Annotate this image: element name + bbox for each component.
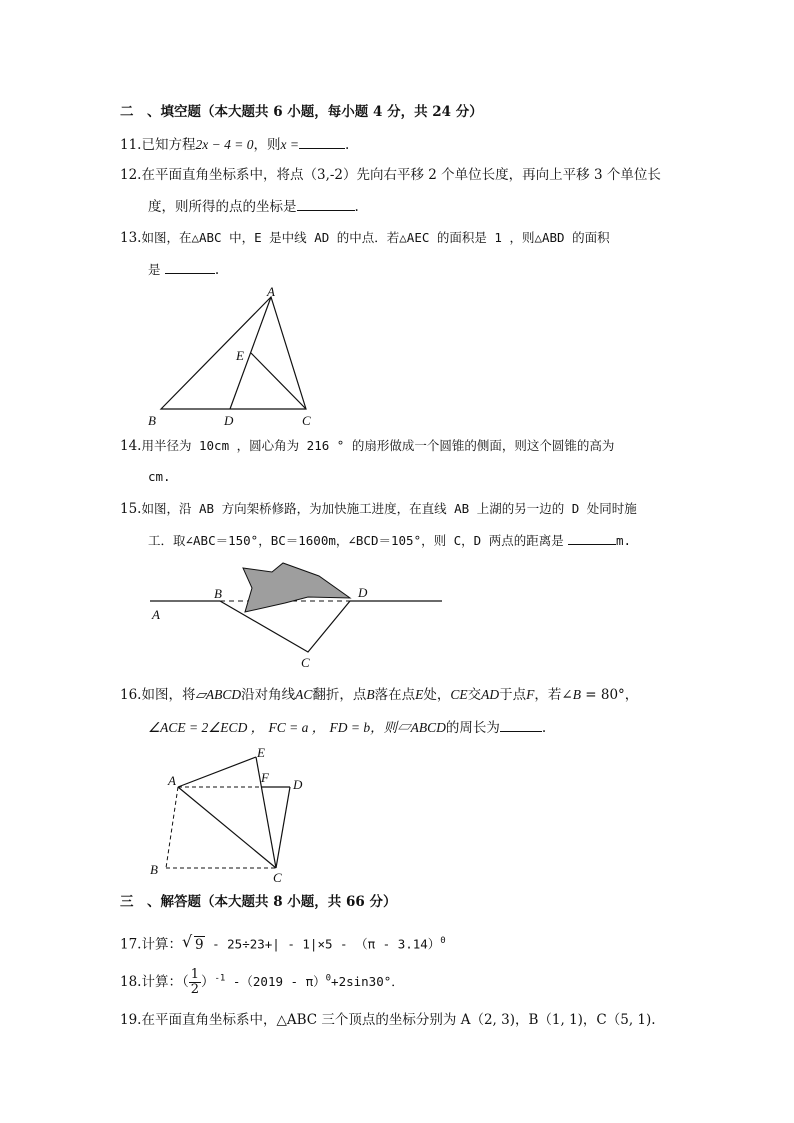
question-12-line-1 xyxy=(120,166,661,184)
triangle-abc xyxy=(161,297,306,409)
q16-var: CE xyxy=(450,687,468,702)
q11-text-mid: ，则 xyxy=(253,137,281,153)
label-a: A xyxy=(152,607,160,622)
q16-text-2: FD = b，则 xyxy=(329,720,398,735)
label-e: E xyxy=(236,348,244,363)
edge-dc xyxy=(276,787,290,868)
variable: x = xyxy=(280,137,299,152)
q18-expression: -（2019 - π） xyxy=(225,974,326,989)
q12-end: . xyxy=(354,199,359,215)
radical-sign-icon: √ xyxy=(181,931,193,951)
equation: 2x − 4 = 0 xyxy=(195,137,254,152)
answer-blank[interactable] xyxy=(500,718,542,732)
parallelogram-symbol: ▱ABCD xyxy=(397,720,446,735)
answer-blank[interactable] xyxy=(165,260,215,274)
label-c: C xyxy=(273,870,282,882)
label-f: F xyxy=(261,770,269,785)
q11-end: . xyxy=(344,137,350,153)
q15-unit: m. xyxy=(616,533,632,548)
q18-expression-2: +2sin30°． xyxy=(331,974,404,989)
q16-text: = 80°， xyxy=(580,687,639,703)
q16-text-2: ∠ACE = 2∠ECD ， xyxy=(148,720,265,735)
q16-text: 如图，将 xyxy=(141,687,196,703)
denominator: 2 xyxy=(190,982,200,997)
edge-ae xyxy=(178,757,256,787)
numerator: 1 xyxy=(190,967,200,982)
q16-text: 处， xyxy=(423,687,451,703)
question-number: 17. xyxy=(120,936,142,953)
lake-shape xyxy=(243,563,350,612)
label-d: D xyxy=(293,777,303,792)
question-19 xyxy=(120,1011,656,1029)
square-root xyxy=(181,931,205,954)
q12-text-2: 度，则所得的点的坐标是 xyxy=(148,199,297,215)
q13-text-2: 是 xyxy=(148,262,161,277)
question-number: 15. xyxy=(120,501,142,517)
label-b: B xyxy=(150,862,158,877)
question-16-line-2 xyxy=(148,718,546,737)
exponent: -1 xyxy=(214,973,226,984)
q16-text: ，若∠ xyxy=(534,687,573,703)
path-bcd xyxy=(220,601,350,652)
q16-var: E xyxy=(415,687,424,702)
q17-text: 计算： xyxy=(141,936,182,953)
q15-bridge-diagram xyxy=(140,558,450,673)
q16-var: B xyxy=(572,687,581,702)
exponent: 0 xyxy=(325,973,332,984)
q18-text: 计算：（ xyxy=(141,974,189,990)
q18-paren: ） xyxy=(201,974,215,990)
q16-text-2: FC = a ， xyxy=(268,720,326,735)
label-b: B xyxy=(214,586,222,601)
question-number: 11. xyxy=(120,137,142,153)
label-a: A xyxy=(267,284,275,299)
q16-end: . xyxy=(541,720,547,736)
q16-var: B xyxy=(366,687,375,702)
label-a: A xyxy=(168,773,176,788)
label-d: D xyxy=(224,413,234,428)
answer-blank[interactable] xyxy=(299,135,345,149)
radicand: 9 xyxy=(194,936,204,953)
q16-text: 交 xyxy=(467,687,482,703)
q13-end: . xyxy=(214,262,220,278)
q16-var: AC xyxy=(295,687,313,702)
question-number: 14. xyxy=(120,438,142,454)
section-2-title: 二 、填空题（本大题共 6 小题，每小题 4 分，共 24 分） xyxy=(120,104,483,120)
q14-text: 用半径为 10cm ，圆心角为 216 ° 的扇形做成一个圆锥的侧面，则这个圆锥的高为 xyxy=(141,438,615,453)
q16-text-2: 的周长为 xyxy=(445,720,500,736)
parallelogram-symbol: ▱ABCD xyxy=(195,687,242,702)
question-14-line-2 xyxy=(148,468,171,486)
q17-expression: - 25÷23+| - 1|×5 - （π - 3.14） xyxy=(204,936,441,952)
question-12-line-2 xyxy=(148,197,359,216)
label-b: B xyxy=(148,413,156,428)
answer-blank[interactable] xyxy=(568,531,616,545)
q14-text-2: cm. xyxy=(148,469,171,484)
question-number: 12. xyxy=(120,167,142,183)
question-13-line-2 xyxy=(148,260,219,279)
question-17 xyxy=(120,932,446,954)
question-18 xyxy=(120,968,404,997)
question-number: 16. xyxy=(120,687,142,703)
label-c: C xyxy=(302,413,311,428)
question-number: 19. xyxy=(120,1012,142,1028)
section-3-title: 三 、解答题（本大题共 8 小题，共 66 分） xyxy=(120,894,397,910)
q16-text: 落在点 xyxy=(374,687,416,703)
question-number: 13. xyxy=(120,230,142,246)
q15-text-2: 工．取∠ABC＝150°，BC＝1600m，∠BCD＝105°，则 C，D 两点的距离是 xyxy=(148,533,564,548)
label-d: D xyxy=(358,585,368,600)
q16-parallelogram-diagram xyxy=(140,742,330,882)
q13-triangle-diagram xyxy=(140,282,330,432)
answer-blank[interactable] xyxy=(297,197,355,211)
q11-text: 已知方程 xyxy=(141,137,196,153)
diagonal-ac xyxy=(178,787,276,868)
question-16-line-1 xyxy=(120,686,638,704)
q19-text: 在平面直角坐标系中，△ABC 三个顶点的坐标分别为 A（2, 3)，B（1, 1)，C（5, 1). xyxy=(141,1012,656,1028)
question-15-line-2 xyxy=(148,531,631,550)
exponent: 0 xyxy=(440,936,446,946)
q13-text: 如图，在△ABC 中，E 是中线 AD 的中点．若△AEC 的面积是 1 ，则△ABD 的面积 xyxy=(141,230,610,245)
q15-text: 如图，沿 AB 方向架桥修路，为加快施工进度，在直线 AB 上湖的另一边的 D 处同时施 xyxy=(141,501,637,516)
q12-text: 在平面直角坐标系中，将点（3,-2）先向右平移 2 个单位长度，再向上平移 3 个单位长 xyxy=(141,167,661,183)
q16-text: 翻折，点 xyxy=(312,687,367,703)
question-15-line-1 xyxy=(120,500,637,518)
q16-var: F xyxy=(526,687,535,702)
label-c: C xyxy=(301,655,310,670)
question-11 xyxy=(120,135,349,154)
q16-var: AD xyxy=(481,687,500,702)
label-e: E xyxy=(257,745,265,760)
q16-text: 沿对角线 xyxy=(241,687,296,703)
question-number: 18. xyxy=(120,974,142,990)
question-13-line-1 xyxy=(120,229,610,247)
q16-text: 于点 xyxy=(499,687,527,703)
question-14-line-1 xyxy=(120,437,614,455)
fraction-one-half xyxy=(189,968,201,997)
edge-ab xyxy=(166,787,178,868)
